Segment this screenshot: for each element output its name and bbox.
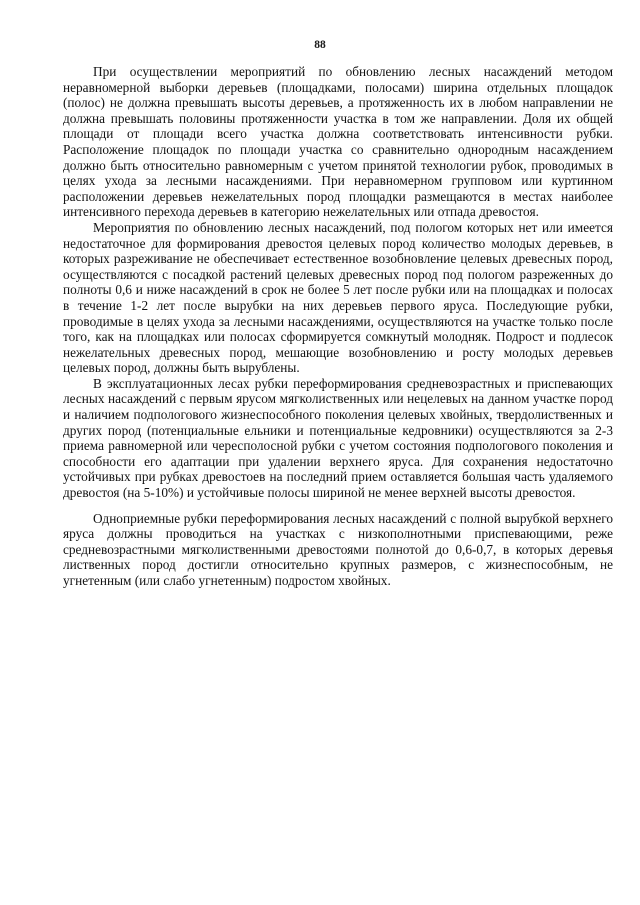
paragraph-planting-under-canopy: Мероприятия по обновлению лесных насаждений, под пологом которых нет или имеется недостаточное для формирования древостоя целевых пород количество молодых деревьев, в которых разреживание не обеспечивает естественное возобновление целевых древесных пород, осуществляются с посадкой растений целевых древесных пород под пологом разреженных до полноты 0,6 и ниже насаждений в срок не более 5 лет после рубки или на площадках и полосах в течение 1-2 лет после вырубки на них деревьев первого яруса. Последующие рубки, проводимые в целях ухода за лесными насаждениями, осуществляются на участке только после того, как на площадках или полосах сформируется сомкнутый молодняк. Подрост и подлесок нежелательных древесных пород, мешающие возобновлению и росту молодых деревьев целевых пород, должны быть вырублены.: [63, 219, 613, 376]
paragraph-reformation-cutting-stages: В эксплуатационных лесах рубки переформирования средневозрастных и приспевающих лесных насаждений с первым ярусом мягколиственных или нецелевых на данном участке пород и наличием подпологового жизнеспособного поколения целевых хвойных, твердолиственных и других пород (потенциальные ельники и потенциальные кедровники) осуществляются за 2-3 приема равномерной или чересполосной рубки с учетом состояния подпологового поколения и способности его адаптации при удалении верхнего яруса. Для сохранения недостаточно устойчивых при рубках древостоев на последний прием оставляется большая часть удаляемого древостоя (на 5-10%) и устойчивые полосы шириной не менее верхней высоты древостоя.: [63, 375, 613, 501]
document-body: [63, 64, 613, 589]
paragraph-single-stage-cutting: Одноприемные рубки переформирования лесных насаждений с полной вырубкой верхнего яруса должны проводиться на участках с низкополнотными приспевающими, реже средневозрастными мягколиственными древостоями полнотой до 0,6-0,7, в которых деревья лиственных пород достигли относительно крупных размеров, с жизнеспособным, не угнетенным (или слабо угнетенным) подростом хвойных.: [63, 510, 613, 588]
page-number: 88: [314, 39, 326, 51]
paragraph-area-cutting: При осуществлении мероприятий по обновлению лесных насаждений методом неравномерной выборки деревьев (площадками, полосами) ширина отдельных площадок (полос) не должна превышать высоты деревьев, а протяженность их в любом направлении не должна превышать половины протяженности участка в том же направлении. Доля их общей площади от площади всего участка должна соответствовать интенсивности рубки. Расположение площадок по площади участка со сравнительно однородным насаждением должно быть относительно равномерным с учетом принятой технологии рубок, проводимых в целях ухода за лесными насаждениями. При неравномерном групповом или куртинном расположении деревьев нежелательных пород площадки размещаются в местах наиболее интенсивного перехода деревьев в категорию нежелательных или отпада древостоя.: [63, 64, 613, 220]
